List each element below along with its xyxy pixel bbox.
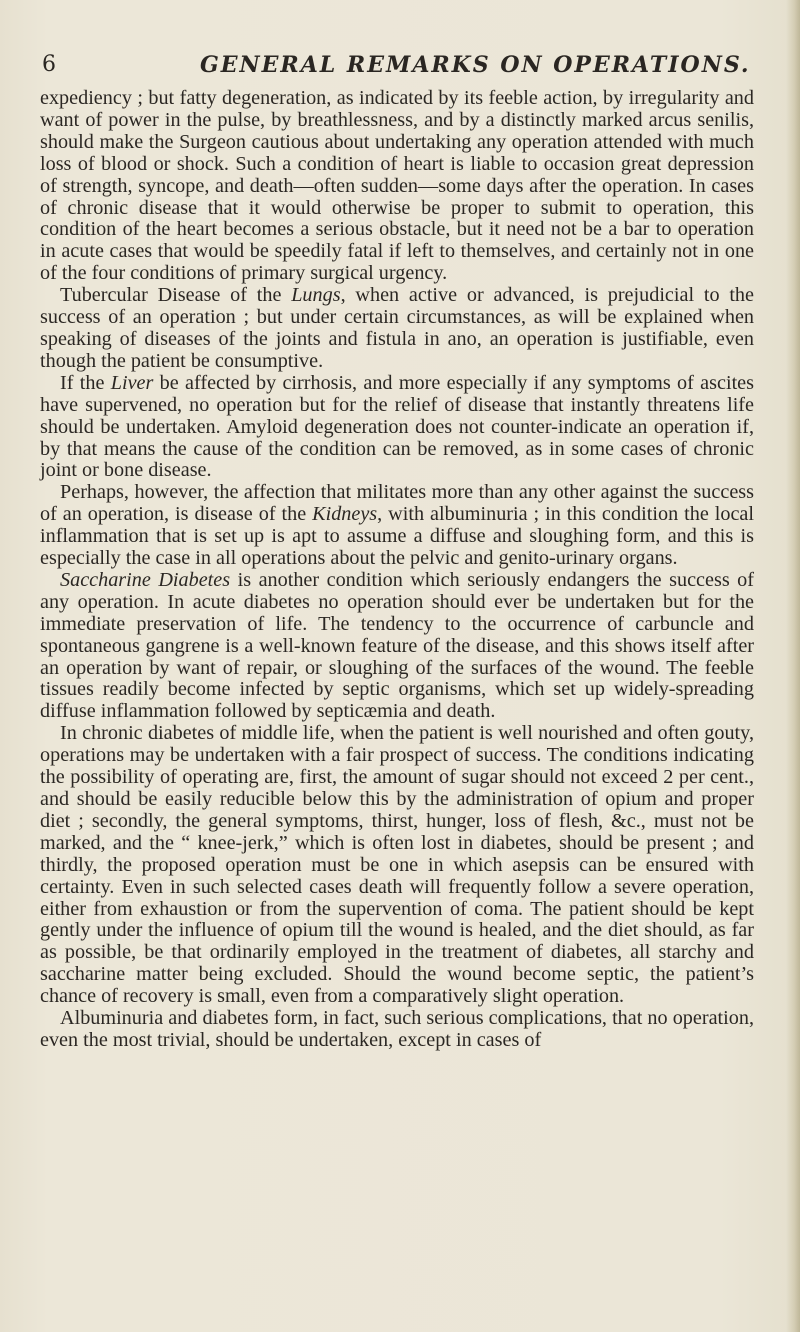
text-run: , when active or advanced, is prejudicial to the success of an operation ; but under certain circumstances, as will be explained when speaking of diseases of the joints and fistula in ano, an operation is justifiable, even though the patient be consumptive.: [40, 284, 754, 372]
page-number: 6: [42, 52, 56, 77]
paragraph: [40, 723, 754, 1008]
italic-term: Lungs: [291, 284, 341, 307]
italic-term: Saccharine Diabetes: [60, 568, 231, 591]
text-run: , with albuminuria ; in this condition the local inflammation that is set up is apt to assume a diffuse and sloughing form, and this is especially the case in all operations about the pelvic and genito-urinary organs.: [40, 503, 754, 570]
paragraph: [40, 570, 754, 723]
page-header: [0, 52, 800, 82]
page-edge-shadow: [786, 0, 800, 1332]
italic-term: Liver: [110, 371, 154, 394]
text-run: Albuminuria and diabetes form, in fact, such serious complications, that no operation, even the most trivial, should be undertaken, except in cases of: [40, 1007, 754, 1051]
paragraph: [40, 373, 754, 483]
paragraph: [40, 285, 754, 373]
text-run: Perhaps, however, the affection that militates more than any other against the success of an operation, is disease of the: [40, 481, 754, 526]
paragraph: [40, 88, 754, 285]
paragraph: [40, 482, 754, 570]
text-run: If the: [60, 371, 111, 394]
text-run: In chronic diabetes of middle life, when the patient is well nourished and often gouty, operations may be undertaken with a fair prospect of success. The conditions indicating the possibility of operating are, first, the amount of sugar should not exceed 2 per cent., and should be easily reducible below this by the administration of opium and proper diet ; secondly, the general symptoms, thirst, hunger, loss of flesh, &c., must not be marked, and the “ knee-jerk,” which is often lost in diabetes, should be present ; and thirdly, the proposed operation must be one in which asepsis can be ensured with certainty. Even in such selected cases death will frequently follow a severe operation, either from exhaustion or from the supervention of coma. The patient should be kept gently under the influence of opium till the wound is healed, and the diet should, as far as possible, be that ordinarily employed in the treatment of diabetes, all starchy and saccharine matter being excluded. Should the wound become septic, the patient’s chance of recovery is small, even from a comparatively slight operation.: [40, 722, 754, 1008]
running-head: GENERAL REMARKS ON OPERATIONS.: [200, 52, 751, 78]
paragraph: [40, 1008, 754, 1052]
italic-term: Kidneys: [312, 503, 378, 526]
text-run: is another condition which seriously endangers the success of any operation. In acute diabetes no operation should ever be undertaken but for the immediate preservation of life. The tendency to the occurrence of carbuncle and spontaneous gangrene is a well-known feature of the disease, and this shows itself after an operation by want of repair, or sloughing of the surfaces of the wound. The feeble tissues readily become infected by septic organisms, which set up widely-spreading diffuse inflammation followed by septicæmia and death.: [40, 568, 755, 723]
text-run: Tubercular Disease of the: [60, 284, 292, 307]
body-text: [40, 88, 754, 1052]
text-run: be affected by cirrhosis, and more especially if any symptoms of ascites have supervened, no operation but for the relief of disease that instantly threatens life should be undertaken. Amyloid degeneration does not counter-indicate an operation if, by that means the cause of the condition can be removed, as in some cases of chronic joint or bone disease.: [40, 371, 754, 482]
text-run: expediency ; but fatty degeneration, as indicated by its feeble action, by irregularity and want of power in the pulse, by breathlessness, and by a distinctly marked arcus senilis, should make the Surgeon cautious about undertaking any operation attended with much loss of blood or shock. Such a condition of heart is liable to occasion great depression of strength, syncope, and death—often sudden—some days after the operation. In cases of chronic disease that it would otherwise be proper to submit to operation, this condition of the heart becomes a serious obstacle, but it need not be a bar to operation in acute cases that would be speedily fatal if left to themselves, and certainly not in one of the four conditions of primary surgical urgency.: [40, 87, 754, 285]
